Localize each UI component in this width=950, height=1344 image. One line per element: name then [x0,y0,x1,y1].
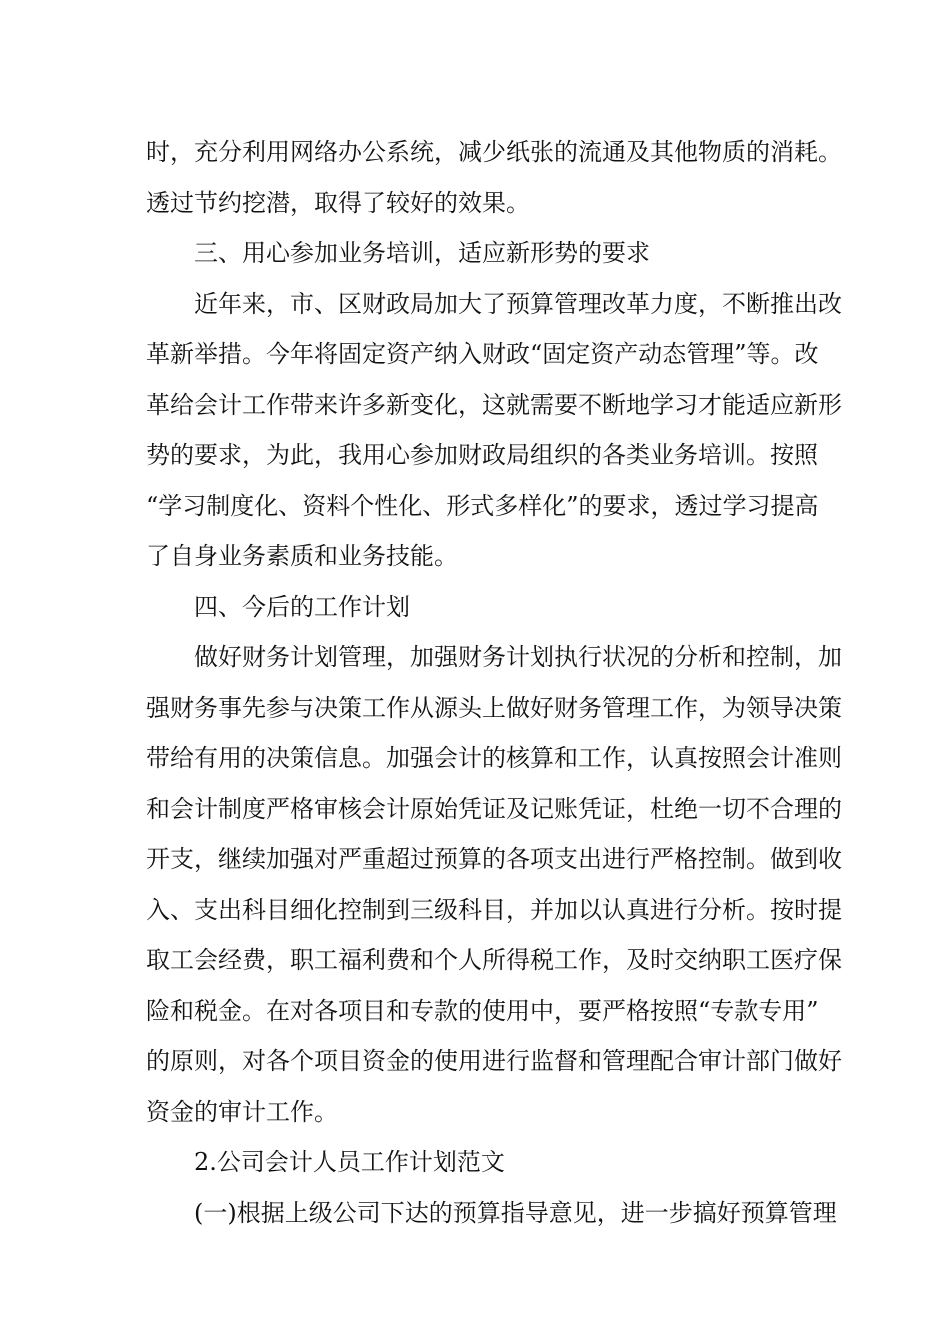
text-line: 入、支出科目细化控制到三级科目，并加以认真进行分析。按时提 [146,895,842,924]
document-body [146,127,842,1238]
text-line: 做好财务计划管理，加强财务计划执行状况的分析和控制，加 [194,643,842,671]
text-line: 和会计制度严格审核会计原始凭证及记账凭证，杜绝一切不合理的 [146,794,842,823]
text-line: 强财务事先参与决策工作从源头上做好财务管理工作，为领导决策 [146,693,842,722]
text-line: 资金的审计工作。 [146,1097,338,1126]
text-line: 透过节约挖潜，取得了较好的效果。 [146,188,530,217]
text-line: 险和税金。在对各项目和专款的使用中，要严格按照“专款专用” [146,996,819,1025]
text-line: 革新举措。今年将固定资产纳入财政“固定资产动态管理”等。改 [146,340,819,368]
text-line: 三、用心参加业务培训，适应新形势的要求 [194,239,650,267]
text-line: “学习制度化、资料个性化、形式多样化”的要求，透过学习提高 [146,491,819,520]
text-line: 2.公司会计人员工作计划范文 [194,1148,505,1176]
text-line: 四、今后的工作计划 [194,592,410,621]
text-line: 的原则，对各个项目资金的使用进行监督和管理配合审计部门做好 [146,1047,842,1075]
text-line: 势的要求，为此，我用心参加财政局组织的各类业务培训。按照 [146,441,818,469]
text-line: 了自身业务素质和业务技能。 [146,542,458,570]
text-line: 取工会经费，职工福利费和个人所得税工作，及时交纳职工医疗保 [146,946,842,974]
text-line: 开支，继续加强对严重超过预算的各项支出进行严格控制。做到收 [146,845,842,873]
text-line: (一)根据上级公司下达的预算指导意见，进一步搞好预算管理 [194,1198,837,1227]
text-line: 近年来，市、区财政局加大了预算管理改革力度，不断推出改 [194,289,842,318]
text-line: 革给会计工作带来许多新变化，这就需要不断地学习才能适应新形 [146,390,842,419]
text-line: 时，充分利用网络办公系统，减少纸张的流通及其他物质的消耗。 [146,138,842,166]
text-line: 带给有用的决策信息。加强会计的核算和工作，认真按照会计准则 [146,744,842,772]
